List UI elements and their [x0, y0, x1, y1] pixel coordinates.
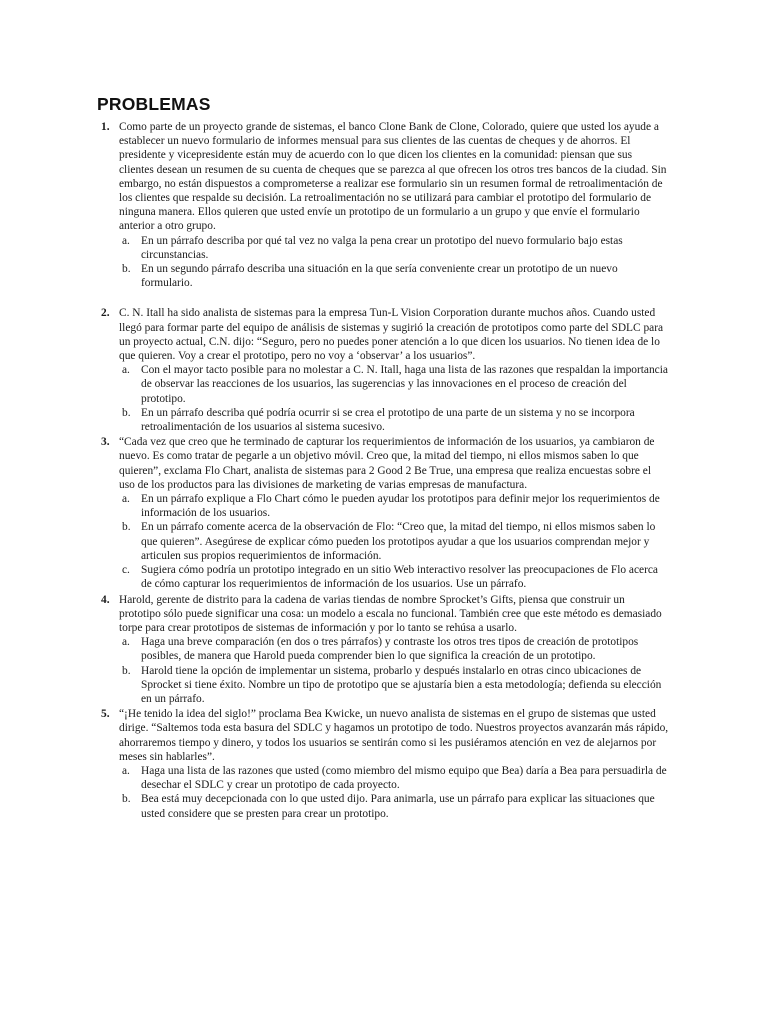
- sub-question: [119, 363, 669, 406]
- sub-question-list: [119, 635, 669, 706]
- problems-list: [97, 120, 669, 822]
- sub-question-letter: b.: [122, 664, 131, 677]
- sub-question-letter: b.: [122, 263, 131, 276]
- sub-question-letter: a.: [122, 234, 130, 247]
- sub-question-list: [119, 234, 669, 291]
- sub-question-text: Harold tiene la opción de implementar un sistema, probarlo y después instalarlo en otras cinco ubicaciones de Sprocket si tiene éxito. Nombre un tipo de prototipo que se ajustaría bien a esta metodología; defienda su elección en un párrafo.: [141, 664, 662, 705]
- sub-question-text: Haga una lista de las razones que usted (como miembro del mismo equipo que Bea) daría a Bea para persuadirla de desechar el SDLC y crear un prototipo de cada proyecto.: [141, 764, 667, 792]
- sub-question-text: Con el mayor tacto posible para no molestar a C. N. Itall, haga una lista de las razones que respaldan la importancia de observar las reacciones de los usuarios, las sugerencias y las innovaciones en el proceso de creación del prototipo.: [141, 364, 668, 405]
- problem-text: C. N. Itall ha sido analista de sistemas para la empresa Tun-L Vision Corporation durante muchos años. Cuando usted llegó para formar parte del equipo de análisis de sistemas y sugirió la creación de prototipos como parte del SDLC para un proyecto actual, C.N. dijo: “Seguro, pero no puedes poner atención a lo que dicen los usuarios. No tienen idea de lo que quieren. Voy a crear el prototipo, pero no voy a ‘observar’ a los usuarios”.: [119, 307, 664, 363]
- sub-question-text: Bea está muy decepcionada con lo que usted dijo. Para animarla, use un párrafo para explicar las situaciones que usted considere que se presten para crear un prototipo.: [141, 793, 655, 820]
- problem-number: 3.: [101, 436, 110, 449]
- sub-question-letter: b.: [122, 521, 131, 534]
- sub-question-letter: a.: [122, 493, 130, 506]
- sub-question: [119, 406, 669, 434]
- problem-text: “¡He tenido la idea del siglo!” proclama Bea Kwicke, un nuevo analista de sistemas en el grupo de sistemas que usted dirige. “Saltemos toda esta basura del SDLC y hagamos un prototipo de todo. Nuestros proyectos avanzarán más rápido, ahorraremos tiempo y dinero, y todos los usuarios se sentirán como si les pusiéramos atención en vez de alejarnos por meses sin hablarles”.: [119, 708, 669, 763]
- sub-question-letter: a.: [122, 764, 130, 777]
- sub-question: [119, 792, 669, 820]
- problem-2: [97, 306, 669, 434]
- problem-number: 1.: [101, 121, 110, 133]
- sub-question: [119, 234, 669, 262]
- sub-question-letter: a.: [122, 636, 130, 649]
- sub-question-text: En un párrafo comente acerca de la observación de Flo: “Creo que, la mitad del tiempo, ni ellos mismos saben lo que quieren”. Asegúrese de explicar cómo pueden los prototipos ayudar a que los usuarios comprendan mejor y articulen sus propios requerimientos de información.: [141, 521, 656, 562]
- sub-question-list: [119, 492, 669, 591]
- problem-3: [97, 435, 669, 591]
- sub-question: [119, 492, 669, 520]
- problem-number: 2.: [101, 307, 110, 320]
- sub-question: [119, 520, 669, 563]
- sub-question: [119, 664, 669, 707]
- sub-question-text: En un segundo párrafo describa una situación en la que sería conveniente crear un prototipo de un nuevo formulario.: [141, 263, 618, 290]
- sub-question-text: Sugiera cómo podría un prototipo integrado en un sitio Web interactivo resolver las preocupaciones de Flo acerca de cómo capturar los requerimientos de información de los usuarios. Use un párrafo.: [141, 564, 658, 591]
- sub-question-text: En un párrafo describa por qué tal vez no valga la pena crear un prototipo del nuevo formulario bajo estas circunstancias.: [141, 234, 623, 261]
- sub-question-letter: c.: [122, 564, 130, 577]
- sub-question-text: Haga una breve comparación (en dos o tres párrafos) y contraste los otros tres tipos de creación de prototipos posibles, de manera que Harold pueda comprender bien lo que significa la creación de un prototipo.: [141, 636, 639, 663]
- problem-number: 5.: [101, 708, 110, 721]
- problem-number: 4.: [101, 593, 110, 606]
- sub-question-list: [119, 363, 669, 434]
- problem-1: [97, 120, 669, 290]
- sub-question-letter: b.: [122, 793, 131, 806]
- sub-question: [119, 764, 669, 792]
- sub-question: [119, 635, 669, 663]
- problem-text: Como parte de un proyecto grande de sistemas, el banco Clone Bank de Clone, Colorado, quiere que usted los ayude a establecer un nuevo formulario de informes mensual para sus clientes de las cuentas de cheques y de ahorros. El presidente y vicepresidente están muy de acuerdo con lo que dicen los clientes en la comunidad: piensan que sus clientes desean un resumen de su cuenta de cheques que se parezca al que ofrecen los otros tres bancos de la ciudad. Sin embargo, no están dispuestos a comprometerse a realizar ese formulario sin un resumen formal de retroalimentación de los clientes que respalde su decisión. La retroalimentación no se utilizará para cambiar el prototipo del formulario de ninguna manera. Ellos quieren que usted envíe un prototipo de un formulario a un grupo y que envíe el formulario anterior a otro grupo.: [119, 121, 667, 233]
- problem-5: [97, 707, 669, 821]
- sub-question: [119, 262, 669, 290]
- section-title: PROBLEMAS: [97, 94, 211, 114]
- problem-text: Harold, gerente de distrito para la cadena de varias tiendas de nombre Sprocket’s Gifts, piensa que construir un prototipo sólo puede significar una cosa: un modelo a escala no funcional. También cree que este método es demasiado torpe para crear prototipos de sistemas de información y por lo tanto se rehúsa a usarlo.: [119, 593, 662, 634]
- sub-question-text: En un párrafo explique a Flo Chart cómo le pueden ayudar los prototipos para definir mejor los requerimientos de información de los usuarios.: [141, 493, 660, 520]
- sub-question-letter: a.: [122, 364, 130, 377]
- sub-question-letter: b.: [122, 406, 131, 419]
- problem-text: “Cada vez que creo que he terminado de capturar los requerimientos de información de los usuarios, ya cambiaron de nuevo. Es como tratar de pegarle a un objetivo móvil. Creo que, la mitad del tiempo, ni ellos mismos saben lo que quieren”, exclama Flo Chart, analista de sistemas para 2 Good 2 Be True, una empresa que realiza encuestas sobre el uso de los productos para las divisiones de marketing de varias empresas de manufactura.: [119, 436, 655, 491]
- sub-question-text: En un párrafo describa qué podría ocurrir si se crea el prototipo de una parte de un sistema y no se incorpora retroalimentación de los usuarios al sistema sucesivo.: [141, 406, 635, 434]
- problem-4: [97, 593, 669, 707]
- sub-question-list: [119, 764, 669, 821]
- sub-question: [119, 563, 669, 591]
